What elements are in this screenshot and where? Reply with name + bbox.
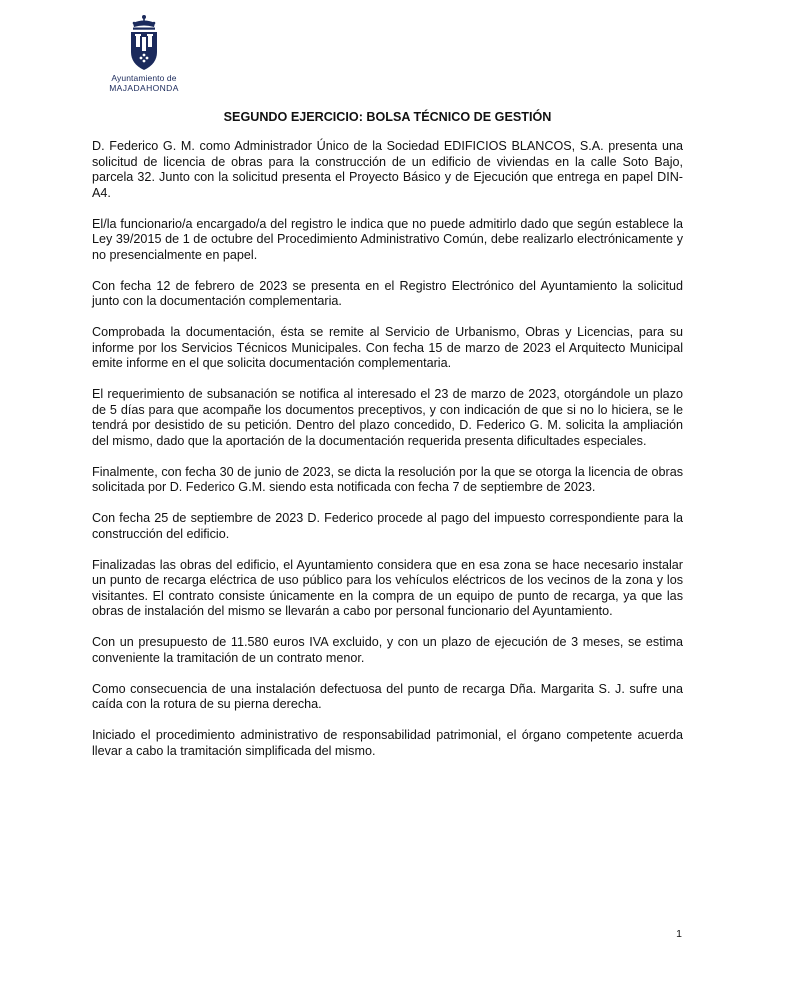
coat-of-arms-icon: [124, 14, 164, 72]
paragraph: Como consecuencia de una instalación defectuosa del punto de recarga Dña. Margarita S. J. sufre una caída con la rotura de su pierna derecha.: [92, 681, 683, 711]
logo-text-line1: Ayuntamiento de: [111, 73, 177, 83]
logo-text-line2: MAJADAHONDA: [109, 83, 179, 93]
paragraph: D. Federico G. M. como Administrador Único de la Sociedad EDIFICIOS BLANCOS, S.A. presenta una solicitud de licencia de obras para la construcción de un edificio de viviendas en la calle Soto Bajo, parcela 32. Junto con la solicitud presenta el Proyecto Básico y de Ejecución que entrega en papel DIN-A4.: [92, 139, 683, 200]
paragraph: Comprobada la documentación, ésta se remite al Servicio de Urbanismo, Obras y Licencias, para su informe por los Servicios Técnicos Municipales. Con fecha 15 de marzo de 2023 el Arquitecto Municipal emite informe en el que solicita documentación complementaria.: [92, 325, 683, 370]
paragraph: Con un presupuesto de 11.580 euros IVA excluido, y con un plazo de ejecución de 3 meses, se estima conveniente la tramitación de un contrato menor.: [92, 635, 683, 665]
document-body: [92, 139, 683, 775]
paragraph: El requerimiento de subsanación se notifica al interesado el 23 de marzo de 2023, otorgándole un plazo de 5 días para que acompañe los documentos preceptivos, y con indicación de que si no lo hiciera, se le tendrá por desistido de su petición. Dentro del plazo concedido, D. Federico G. M. solicita la ampliación del mismo, dado que la aportación de la documentación requerida presenta dificultades especiales.: [92, 387, 683, 448]
paragraph: Con fecha 12 de febrero de 2023 se presenta en el Registro Electrónico del Ayuntamiento la solicitud junto con la documentación complementaria.: [92, 278, 683, 308]
municipal-logo: [103, 14, 185, 93]
document-title: SEGUNDO EJERCICIO: BOLSA TÉCNICO DE GESTIÓN: [223, 110, 552, 124]
paragraph: Finalmente, con fecha 30 de junio de 2023, se dicta la resolución por la que se otorga la licencia de obras solicitada por D. Federico G.M. siendo esta notificada con fecha 7 de septiembre de 2023.: [92, 464, 683, 494]
paragraph: Con fecha 25 de septiembre de 2023 D. Federico procede al pago del impuesto correspondiente para la construcción del edificio.: [92, 511, 683, 541]
paragraph: Finalizadas las obras del edificio, el Ayuntamiento considera que en esa zona se hace necesario instalar un punto de recarga eléctrica de uso público para los vehículos eléctricos de los vecinos de la zona y los visitantes. El contrato consiste únicamente en la compra de un equipo de punto de recarga, ya que las obras de instalación del mismo se llevarán a cabo por personal funcionario del Ayuntamiento.: [92, 557, 683, 618]
paragraph: Iniciado el procedimiento administrativo de responsabilidad patrimonial, el órgano competente acuerda llevar a cabo la tramitación simplificada del mismo.: [92, 728, 683, 758]
paragraph: El/la funcionario/a encargado/a del registro le indica que no puede admitirlo dado que según establece la Ley 39/2015 de 1 de octubre del Procedimiento Administrativo Común, debe realizarlo electrónicamente y no presencialmente en papel.: [92, 216, 683, 262]
page-number: 1: [676, 928, 682, 940]
